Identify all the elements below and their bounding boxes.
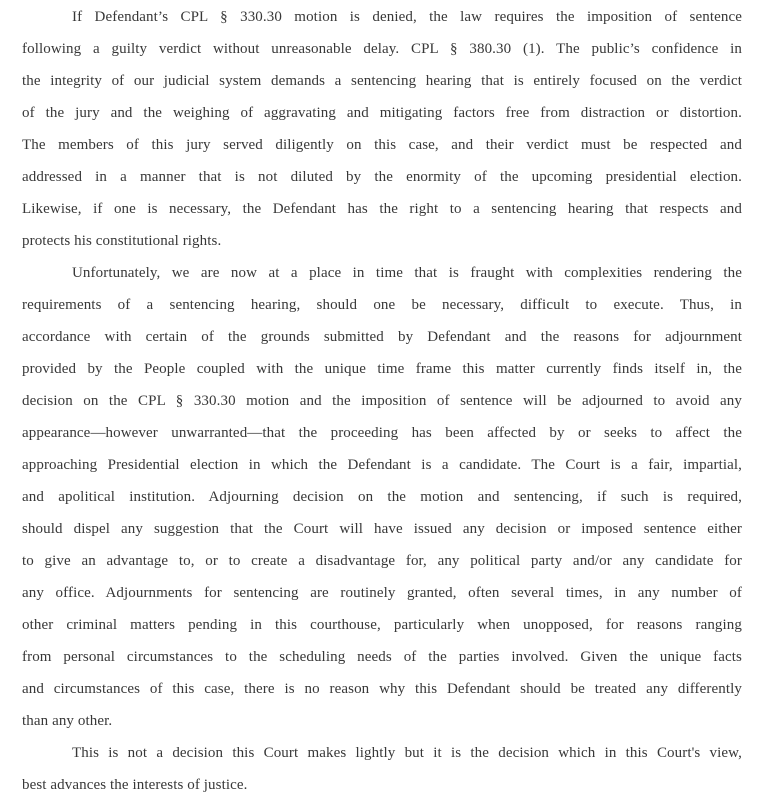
document-line: provided by the People coupled with the unique time frame this matter currently finds itself in, the [22,361,742,377]
document-line: The members of this jury served diligently on this case, and their verdict must be respected and [22,137,742,153]
document-line: best advances the interests of justice. [22,777,248,793]
document-line: and apolitical institution. Adjourning decision on the motion and sentencing, if such is required, [22,489,742,505]
document-line: This is not a decision this Court makes lightly but it is the decision which in this Court's view, [72,745,742,761]
document-line: of the jury and the weighing of aggravating and mitigating factors free from distraction or distortion. [22,105,742,121]
document-line: protects his constitutional rights. [22,233,222,249]
document-line: to give an advantage to, or to create a disadvantage for, any political party and/or any candidate for [22,553,742,569]
document-line: appearance—however unwarranted—that the proceeding has been affected by or seeks to affect the [22,425,742,441]
document-line: than any other. [22,713,113,729]
document-line: and circumstances of this case, there is no reason why this Defendant should be treated any differently [22,681,742,697]
document-line: other criminal matters pending in this courthouse, particularly when unopposed, for reasons ranging [22,617,742,633]
document-line: following a guilty verdict without unreasonable delay. CPL § 380.30 (1). The public’s confidence in [22,41,742,57]
document-line: the integrity of our judicial system demands a sentencing hearing that is entirely focused on the verdict [22,73,742,89]
paragraph-2 [22,257,742,737]
document-line: from personal circumstances to the scheduling needs of the parties involved. Given the unique facts [22,649,742,665]
document-line: Likewise, if one is necessary, the Defendant has the right to a sentencing hearing that respects and [22,201,742,217]
document-line: If Defendant’s CPL § 330.30 motion is denied, the law requires the imposition of sentence [72,9,742,25]
document-line: Unfortunately, we are now at a place in time that is fraught with complexities rendering the [72,265,742,281]
document-page [22,1,742,801]
document-line: any office. Adjournments for sentencing are routinely granted, often several times, in any number of [22,585,742,601]
document-line: approaching Presidential election in which the Defendant is a candidate. The Court is a fair, impartial, [22,457,742,473]
document-line: should dispel any suggestion that the Court will have issued any decision or imposed sentence either [22,521,742,537]
document-line: requirements of a sentencing hearing, should one be necessary, difficult to execute. Thus, in [22,297,742,313]
document-line: addressed in a manner that is not diluted by the enormity of the upcoming presidential election. [22,169,742,185]
document-line: accordance with certain of the grounds submitted by Defendant and the reasons for adjournment [22,329,742,345]
document-line: decision on the CPL § 330.30 motion and the imposition of sentence will be adjourned to avoid any [22,393,742,409]
paragraph-3 [22,737,742,801]
paragraph-1 [22,1,742,257]
